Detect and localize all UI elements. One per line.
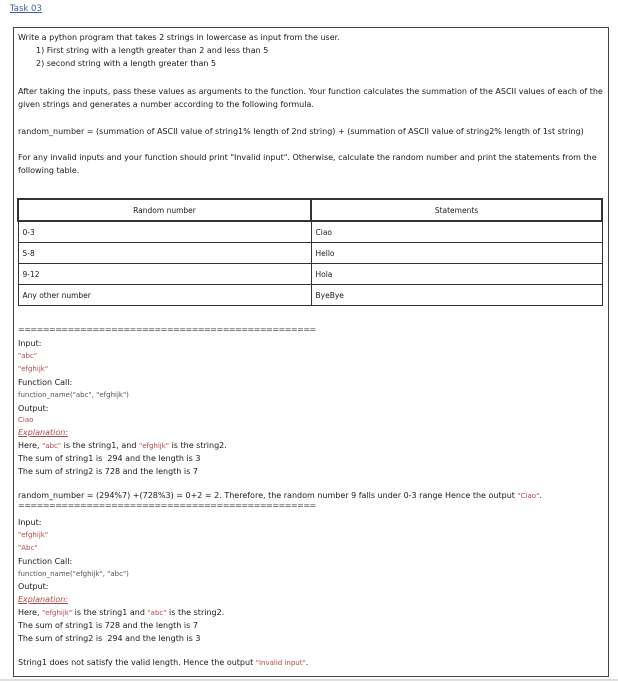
table-cell: 9-12 [18, 264, 311, 285]
table-cell: Ciao [311, 221, 602, 243]
separator-rule: ================================================ [18, 325, 316, 334]
example2-sum-2: The sum of string2 is 294 and the length is 3 [18, 634, 201, 643]
example1-input-1: "abc" [18, 352, 38, 360]
example1-result: random_number = (294%7) +(728%3) = 0+2 = 2. Therefore, the random number 9 falls under 0-3 range Hence the output "Ciao". [18, 491, 542, 500]
table-header: Statements [311, 199, 602, 221]
example1-call-label: Function Call: [18, 378, 73, 387]
paragraph-arguments: After taking the inputs, pass these values as arguments to the function. Your function calculates the summation of the ASCII values of each of the given strings and generates a number according to the following formula. [18, 87, 603, 109]
intro-line-2: 1) First string with a length greater than 2 and less than 5 [36, 46, 269, 55]
page-title[interactable]: Task 03 [10, 4, 42, 14]
example1-sum-2: The sum of string2 is 728 and the length is 7 [18, 467, 198, 476]
example2-input-label: Input: [18, 518, 42, 527]
separator-rule: ================================================ [18, 501, 316, 510]
table-cell: Any other number [18, 285, 311, 306]
example2-explanation: Here, "efghijk" is the string1 and "abc" is the string2. [18, 608, 225, 617]
example1-output-label: Output: [18, 404, 49, 413]
example2-input-2: "Abc" [18, 544, 38, 552]
table-cell: Hola [311, 264, 602, 285]
table-cell: ByeBye [311, 285, 602, 306]
example2-input-1: "efghijk" [18, 531, 49, 539]
formula: random_number = (summation of ASCII value of string1% length of 2nd string) + (summation of ASCII value of string2% length of 1st string) [18, 127, 584, 136]
example1-input-label: Input: [18, 339, 42, 348]
example2-call: function_name("efghijk", "abc") [18, 570, 129, 578]
example1-explanation-label: Explanation: [18, 428, 68, 437]
table-row [18, 264, 602, 285]
example2-call-label: Function Call: [18, 557, 73, 566]
example1-explanation: Here, "abc" is the string1, and "efghijk" is the string2. [18, 441, 227, 450]
bottom-divider [0, 679, 618, 681]
example2-sum-1: The sum of string1 is 728 and the length is 7 [18, 621, 198, 630]
example1-input-2: "efghijk" [18, 365, 49, 373]
table-header-row [18, 199, 602, 221]
table-row [18, 243, 602, 264]
table-header: Random number [18, 199, 311, 221]
example1-sum-1: The sum of string1 is 294 and the length is 3 [18, 454, 201, 463]
table-row [18, 221, 602, 243]
table-cell: 0-3 [18, 221, 311, 243]
example2-result: String1 does not satisfy the valid length. Hence the output "Invalid input". [18, 658, 309, 667]
paragraph-invalid: For any invalid inputs and your function should print "Invalid input". Otherwise, calculate the random number and print the statements from the following table. [18, 153, 597, 175]
example2-explanation-label: Explanation: [18, 595, 68, 604]
example1-call: function_name("abc", "efghijk") [18, 391, 129, 399]
table-cell: Hello [311, 243, 602, 264]
intro-line-1: Write a python program that takes 2 strings in lowercase as input from the user. [18, 33, 340, 42]
intro-line-3: 2) second string with a length greater than 5 [36, 59, 217, 68]
table-cell: 5-8 [18, 243, 311, 264]
example1-output: Ciao [18, 416, 34, 424]
example2-output-label: Output: [18, 582, 49, 591]
random-number-table [17, 198, 603, 306]
table-row [18, 285, 602, 306]
